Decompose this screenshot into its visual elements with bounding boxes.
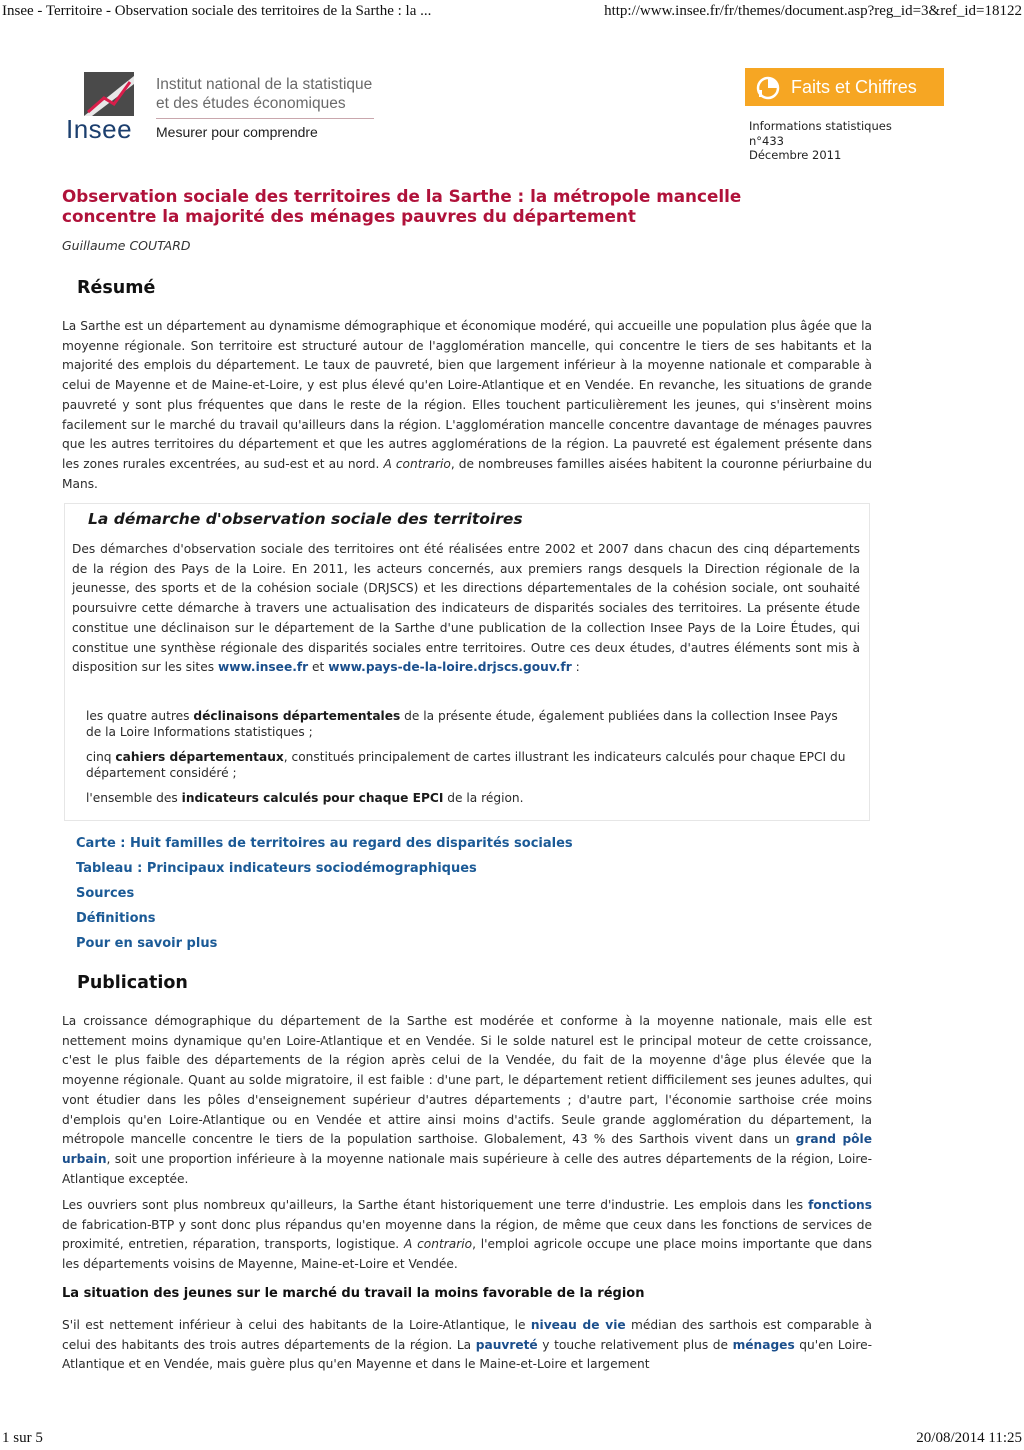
print-page-count: 1 sur 5 (2, 1430, 43, 1446)
author: Guillaume COUTARD (62, 238, 191, 253)
related-link-item (76, 832, 573, 857)
resume-heading: Résumé (77, 278, 156, 298)
link-tableau-indicateurs[interactable]: Tableau : Principaux indicateurs sociodémographiques (76, 861, 477, 876)
related-link-item (76, 907, 573, 932)
related-link-item (76, 882, 573, 907)
print-footer (0, 1430, 1024, 1450)
institute-line-2: et des études économiques (156, 95, 346, 112)
link-insee-site[interactable]: www.insee.fr (217, 660, 309, 675)
link-fonctions[interactable]: fonctions (808, 1198, 872, 1212)
faits-et-chiffres-button[interactable] (745, 68, 944, 106)
header-divider (156, 118, 374, 119)
link-definitions[interactable]: Définitions (76, 911, 156, 926)
institute-line-1: Institut national de la statistique (156, 76, 373, 93)
link-sources[interactable]: Sources (76, 886, 135, 901)
resume-paragraph: La Sarthe est un département au dynamisme démographique et économique modéré, qui accueille une population plus âgée que la moyenne régionale. Son territoire est structuré autour de l'agglomération mancelle, qui concentre le tiers de ses habitants et la majorité des emplois du département. Le taux de pauvreté, bien que largement inférieur à la moyenne nationale et comparable à celui de Mayenne et de Maine-et-Loire, y est plus élevé qu'en Loire-Atlantique et en Vendée. En revanche, les situations de grande pauvreté y sont plus fréquentes que dans le reste de la région. Elles touchent particulièrement les jeunes, qui s'insèrent moins facilement sur le marché du travail qu'ailleurs dans la région. L'agglomération mancelle concentre davantage de ménages pauvres que les autres territoires du département et que les autres agglomérations de la région. La pauvreté est également présente dans les zones rurales excentrées, au sud-est et au nord. A contrario, de nombreuses familles aisées habitent la couronne périurbaine du Mans. (62, 319, 873, 491)
insee-wordmark: Insee (66, 114, 133, 144)
methodology-box-text: Des démarches d'observation sociale des territoires ont été réalisées entre 2002 et 2007 dans chacun des cinq départements de la région des Pays de la Loire. En 2011, les acteurs concernés, aux premiers rangs desquels la Direction régionale de la jeunesse, des sports et de la cohésion sociale (DRJSCS) et les directions départementales de la cohésion sociale, ont souhaité poursuivre cette démarche à travers une actualisation des indicateurs de disparités sociales des territoires. La présente étude constitue une déclinaison sur le département de la Sarthe d'une publication de la collection Insee Pays de la Loire Études, qui constitue une synthèse régionale des disparités sociales entre territoires. Outre ces deux études, d'autres éléments sont mis à disposition sur les sites www.insee.fr et www.pays-de-la-loire.drjscs.gouv.fr : (72, 542, 860, 675)
print-url[interactable]: http://www.insee.fr/fr/themes/document.asp?reg_id=3&ref_id=18122 (604, 3, 1022, 19)
related-link-item (76, 932, 573, 957)
related-link-item (76, 857, 573, 882)
box-list-item: cinq cahiers départementaux, constitués principalement de cartes illustrant les indicateurs calculés pour chaque EPCI du département considéré ; (86, 750, 846, 780)
print-page-title: Insee - Territoire - Observation sociale des territoires de la Sarthe : la ... (2, 3, 432, 19)
publication-paragraph-2: Les ouvriers sont plus nombreux qu'ailleurs, la Sarthe étant historiquement une terre d'industrie. Les emplois dans les fonctions de fabrication-BTP y sont donc plus répandus qu'en moyenne dans la région, de même que ceux dans les fonctions de services de proximité, entretien, réparation, transports, logistique. A contrario, l'emploi agricole occupe une place moins importante que dans les départements voisins de Mayenne, Maine-et-Loire et Vendée. (62, 1198, 872, 1272)
institute-name (156, 75, 416, 113)
link-grand-pole-urbain[interactable]: grand pôle urbain (62, 1132, 872, 1166)
section-subheading: La situation des jeunes sur le marché du travail la moins favorable de la région (62, 1286, 645, 1301)
publication-info (749, 119, 892, 163)
article-title: Observation sociale des territoires de la Sarthe : la métropole mancelle concentre la majorité des ménages pauvres du département (62, 186, 742, 226)
publication-heading: Publication (77, 973, 188, 993)
link-niveau-de-vie[interactable]: niveau de vie (530, 1318, 626, 1332)
print-datetime: 20/08/2014 11:25 (916, 1430, 1022, 1446)
box-list-item: l'ensemble des indicateurs calculés pour chaque EPCI de la région. (86, 791, 524, 805)
link-menages[interactable]: ménages (732, 1337, 795, 1352)
info-date: Décembre 2011 (749, 148, 842, 162)
related-links (76, 832, 573, 957)
publication-paragraph-3: S'il est nettement inférieur à celui des habitants de la Loire-Atlantique, le niveau de vie médian des sarthois est comparable à celui des habitants des trois autres départements de la région. La pauvreté y touche relativement plus de ménages qu'en Loire-Atlantique et en Vendée, mais guère plus qu'en Mayenne et dans le Maine-et-Loire et largement (62, 1318, 872, 1372)
statistics-icon (755, 74, 783, 100)
link-pour-en-savoir-plus[interactable]: Pour en savoir plus (76, 936, 218, 951)
info-number: n°433 (749, 133, 784, 148)
info-series: Informations statistiques (749, 119, 892, 133)
publication-paragraph-1: La croissance démographique du département de la Sarthe est modérée et conforme à la moyenne nationale, mais elle est nettement moins dynamique qu'en Loire-Atlantique et en Vendée. Si le solde naturel est le principal moteur de cette croissance, c'est le plus faible des départements de la région après celui de la Vendée, du fait de la moyenne d'âge plus élevée que la moyenne régionale. Quant au solde migratoire, il est faible : d'une part, le département retient difficilement ses jeunes adultes, qui vont étudier dans les pôles d'enseignement supérieur d'autres départements ; d'autre part, l'économie sarthoise crée moins d'emplois qu'en Loire-Atlantique ou en Vendée et attire ainsi moins d'actifs. Seule grande agglomération du département, la métropole mancelle concentre le tiers de la population sarthoise. Globalement, 43 % des Sarthois vivent dans un grand pôle urbain, soit une proportion inférieure à la moyenne nationale mais supérieure à celle des autres départements de la région, Loire-Atlantique exceptée. (62, 1014, 872, 1186)
motto: Mesurer pour comprendre (156, 124, 318, 140)
link-drjscs-site[interactable]: www.pays-de-la-loire.drjscs.gouv.fr (328, 660, 572, 675)
link-pauvrete[interactable]: pauvreté (475, 1337, 538, 1352)
box-list-item: les quatre autres déclinaisons départementales de la présente étude, également publiées dans la collection Insee Pays de la Loire Informations statistiques ; (86, 709, 838, 739)
faits-et-chiffres-label: Faits et Chiffres (791, 76, 917, 97)
print-header (0, 3, 1024, 23)
link-carte-familles-territoires[interactable]: Carte : Huit familles de territoires au regard des disparités sociales (76, 836, 573, 851)
methodology-box-title: La démarche d'observation sociale des territoires (88, 510, 523, 528)
